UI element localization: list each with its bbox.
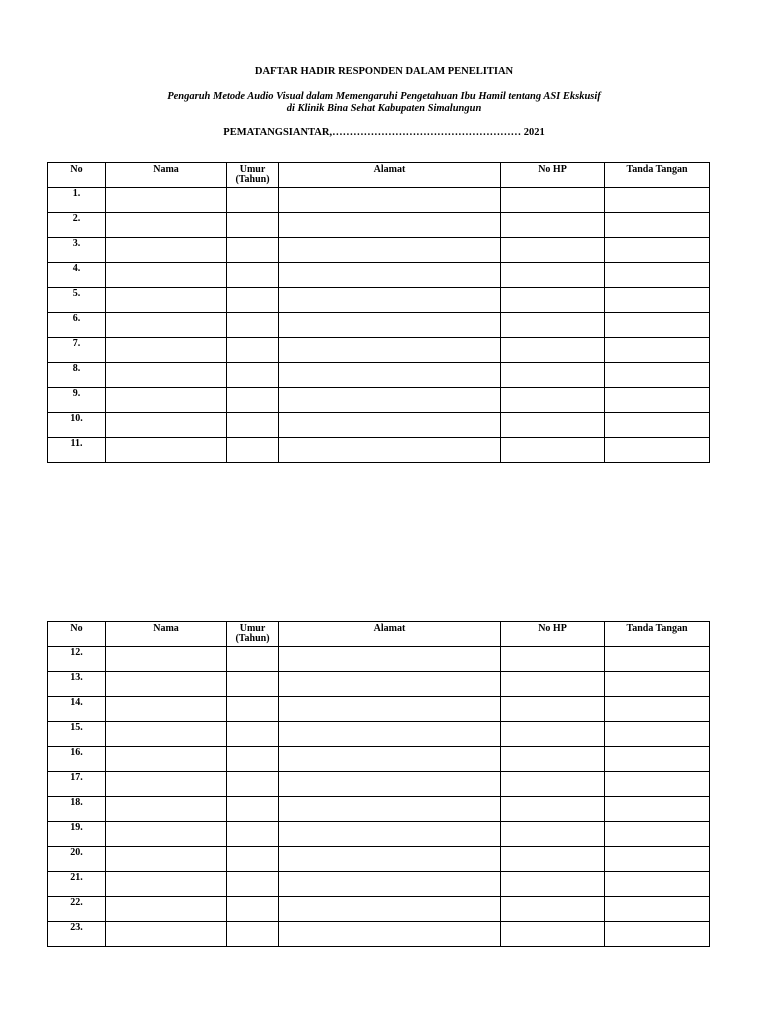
no-hp-cell [501,388,605,413]
alamat-cell [279,697,501,722]
row-number: 11. [48,438,106,463]
no-hp-cell [501,922,605,947]
alamat-cell [279,922,501,947]
row-number: 10. [48,413,106,438]
tanda-tangan-cell [605,772,710,797]
header-no: No [48,622,106,647]
table-row [48,213,710,238]
row-number: 17. [48,772,106,797]
row-number: 5. [48,288,106,313]
row-number: 20. [48,847,106,872]
no-hp-cell [501,438,605,463]
no-hp-cell [501,797,605,822]
row-number: 19. [48,822,106,847]
tanda-tangan-cell [605,288,710,313]
header-umur-line1: Umur [239,164,266,175]
nama-cell [106,922,227,947]
header-tanda-tangan: Tanda Tangan [605,622,710,647]
alamat-cell [279,672,501,697]
table-row [48,363,710,388]
table-row [48,647,710,672]
row-number: 18. [48,797,106,822]
tanda-tangan-cell [605,922,710,947]
table-row [48,922,710,947]
header-no-hp: No HP [501,622,605,647]
nama-cell [106,363,227,388]
table-row [48,313,710,338]
tanda-tangan-cell [605,722,710,747]
row-number: 21. [48,872,106,897]
umur-cell [227,747,279,772]
table-row [48,338,710,363]
umur-cell [227,238,279,263]
nama-cell [106,288,227,313]
alamat-cell [279,647,501,672]
row-number: 6. [48,313,106,338]
umur-cell [227,338,279,363]
tanda-tangan-cell [605,413,710,438]
row-number: 12. [48,647,106,672]
tanda-tangan-cell [605,747,710,772]
nama-cell [106,313,227,338]
header-no-hp: No HP [501,163,605,188]
tanda-tangan-cell [605,263,710,288]
study-title-line-1: Pengaruh Metode Audio Visual dalam Memengaruhi Pengetahuan Ibu Hamil tentang ASI Ekskusif [167,91,601,102]
alamat-cell [279,363,501,388]
nama-cell [106,188,227,213]
umur-cell [227,288,279,313]
table-row [48,288,710,313]
table-row [48,697,710,722]
nama-cell [106,797,227,822]
no-hp-cell [501,872,605,897]
header-umur-line1: Umur [239,623,266,634]
umur-cell [227,847,279,872]
table-row [48,747,710,772]
alamat-cell [279,188,501,213]
no-hp-cell [501,722,605,747]
umur-cell [227,313,279,338]
nama-cell [106,647,227,672]
nama-cell [106,438,227,463]
row-number: 8. [48,363,106,388]
table-row [48,188,710,213]
nama-cell [106,697,227,722]
alamat-cell [279,847,501,872]
tanda-tangan-cell [605,188,710,213]
alamat-cell [279,872,501,897]
row-number: 13. [48,672,106,697]
nama-cell [106,897,227,922]
alamat-cell [279,747,501,772]
nama-cell [106,263,227,288]
umur-cell [227,697,279,722]
umur-cell [227,363,279,388]
alamat-cell [279,772,501,797]
row-number: 3. [48,238,106,263]
tanda-tangan-cell [605,697,710,722]
table-row [48,438,710,463]
table-header-row [48,622,710,647]
nama-cell [106,747,227,772]
no-hp-cell [501,822,605,847]
nama-cell [106,772,227,797]
table-row [48,722,710,747]
umur-cell [227,897,279,922]
row-number: 9. [48,388,106,413]
place-date-line: PEMATANGSIANTAR,……………………………………………… 2021 [223,127,545,138]
alamat-cell [279,238,501,263]
row-number: 23. [48,922,106,947]
tanda-tangan-cell [605,363,710,388]
no-hp-cell [501,313,605,338]
alamat-cell [279,438,501,463]
header-tanda-tangan: Tanda Tangan [605,163,710,188]
tanda-tangan-cell [605,238,710,263]
tanda-tangan-cell [605,338,710,363]
row-number: 15. [48,722,106,747]
tanda-tangan-cell [605,897,710,922]
nama-cell [106,822,227,847]
alamat-cell [279,288,501,313]
no-hp-cell [501,188,605,213]
umur-cell [227,188,279,213]
alamat-cell [279,338,501,363]
table-header-row [48,163,710,188]
table-row [48,847,710,872]
nama-cell [106,338,227,363]
row-number: 2. [48,213,106,238]
table-row [48,238,710,263]
tanda-tangan-cell [605,822,710,847]
umur-cell [227,413,279,438]
table-row [48,388,710,413]
row-number: 1. [48,188,106,213]
header-no: No [48,163,106,188]
table-row [48,263,710,288]
no-hp-cell [501,263,605,288]
umur-cell [227,722,279,747]
umur-cell [227,388,279,413]
no-hp-cell [501,288,605,313]
no-hp-cell [501,213,605,238]
row-number: 22. [48,897,106,922]
alamat-cell [279,388,501,413]
attendance-table-2 [47,621,710,947]
nama-cell [106,722,227,747]
nama-cell [106,672,227,697]
row-number: 7. [48,338,106,363]
umur-cell [227,797,279,822]
tanda-tangan-cell [605,388,710,413]
alamat-cell [279,313,501,338]
row-number: 14. [48,697,106,722]
umur-cell [227,672,279,697]
table-row [48,672,710,697]
no-hp-cell [501,338,605,363]
table-row [48,897,710,922]
umur-cell [227,263,279,288]
header-nama: Nama [106,622,227,647]
alamat-cell [279,213,501,238]
no-hp-cell [501,697,605,722]
tanda-tangan-cell [605,213,710,238]
tanda-tangan-cell [605,438,710,463]
nama-cell [106,388,227,413]
umur-cell [227,922,279,947]
alamat-cell [279,413,501,438]
no-hp-cell [501,238,605,263]
nama-cell [106,872,227,897]
alamat-cell [279,897,501,922]
nama-cell [106,413,227,438]
tanda-tangan-cell [605,647,710,672]
no-hp-cell [501,672,605,697]
umur-cell [227,438,279,463]
umur-cell [227,822,279,847]
umur-cell [227,872,279,897]
table-row [48,872,710,897]
header-umur-line2: (Tahun) [235,174,270,185]
tanda-tangan-cell [605,313,710,338]
table-row [48,772,710,797]
study-title-line-2: di Klinik Bina Sehat Kabupaten Simalungun [286,103,482,114]
row-number: 16. [48,747,106,772]
document-title: DAFTAR HADIR RESPONDEN DALAM PENELITIAN [254,66,514,77]
header-umur [227,622,279,647]
alamat-cell [279,822,501,847]
umur-cell [227,213,279,238]
header-alamat: Alamat [279,163,501,188]
no-hp-cell [501,772,605,797]
header-umur [227,163,279,188]
table-row [48,797,710,822]
nama-cell [106,238,227,263]
row-number: 4. [48,263,106,288]
no-hp-cell [501,413,605,438]
tanda-tangan-cell [605,797,710,822]
table-row [48,822,710,847]
no-hp-cell [501,647,605,672]
umur-cell [227,647,279,672]
alamat-cell [279,263,501,288]
no-hp-cell [501,897,605,922]
alamat-cell [279,722,501,747]
tanda-tangan-cell [605,847,710,872]
umur-cell [227,772,279,797]
tanda-tangan-cell [605,872,710,897]
nama-cell [106,847,227,872]
tanda-tangan-cell [605,672,710,697]
nama-cell [106,213,227,238]
table-row [48,413,710,438]
no-hp-cell [501,363,605,388]
header-alamat: Alamat [279,622,501,647]
no-hp-cell [501,847,605,872]
alamat-cell [279,797,501,822]
attendance-table-1 [47,162,710,463]
no-hp-cell [501,747,605,772]
header-umur-line2: (Tahun) [235,633,270,644]
header-nama: Nama [106,163,227,188]
